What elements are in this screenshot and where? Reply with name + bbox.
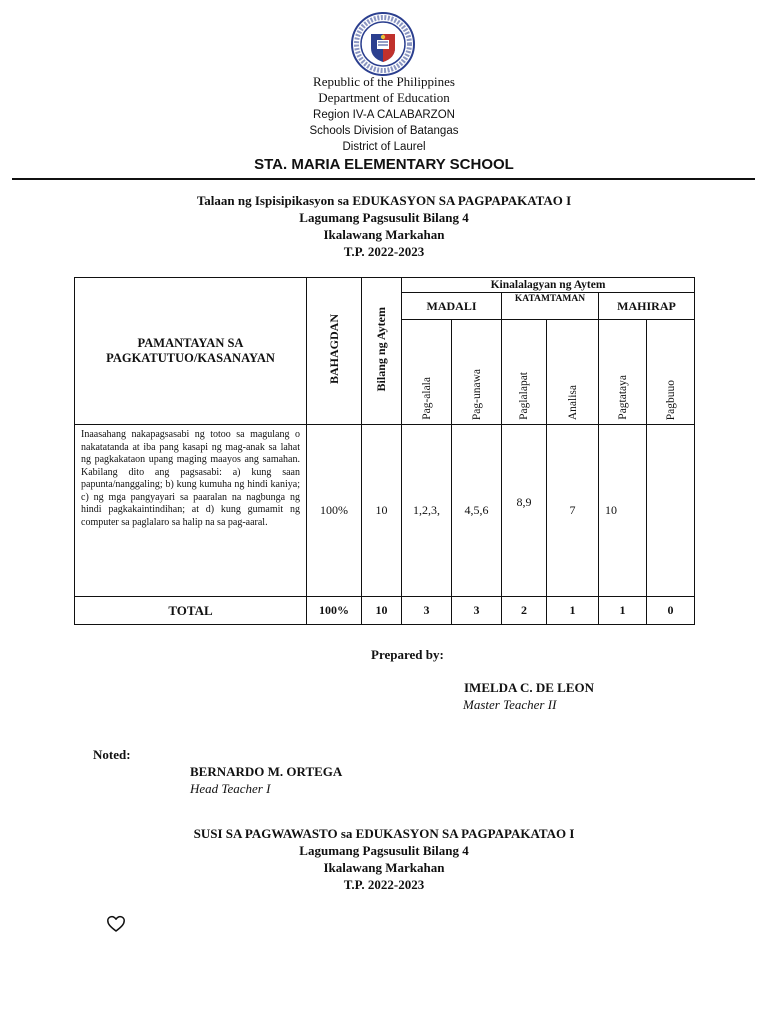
- competency-text: Inaasahang nakapagsasabi ng totoo sa magulang o nakatatanda at iba pang kasapi ng mag-anak sa lahat ng pagkakataon upang maging maayos ang samahan. Kabilang dito ang pagsasabi: a) kung saan papunta/nanggaling; b) kung kumuha ng hindi kaniya; c) ng mga pangyayari sa paaralan na nagbunga ng hindi pagkakaintindihan; at d) kung gumamit ng computer sa paglalaro sa halip na sa pag-aaral.: [75, 425, 307, 597]
- total-label: TOTAL: [75, 597, 307, 625]
- key-quarter: Ikalawang Markahan: [323, 860, 445, 875]
- row-items: 10: [362, 425, 402, 597]
- group-hard: MAHIRAP: [599, 293, 695, 320]
- tos-quarter: Ikalawang Markahan: [323, 227, 445, 242]
- region-line: Region IV-A CALABARZON: [313, 109, 455, 121]
- header-divider: [12, 178, 755, 180]
- total-applying: 2: [502, 597, 547, 625]
- prepared-by-label: Prepared by:: [371, 647, 444, 662]
- noter-title: Head Teacher I: [190, 781, 271, 796]
- header-competency: PAMANTAYAN SA PAGKATUTUO/KASANAYAN: [75, 278, 307, 425]
- school-name: STA. MARIA ELEMENTARY SCHOOL: [254, 156, 514, 173]
- row-creating: [647, 425, 695, 597]
- deped-seal-icon: [351, 12, 415, 76]
- level-applying: Paglalapat: [502, 320, 547, 425]
- row-remembering: 1,2,3,: [402, 425, 452, 597]
- level-understanding: Pag-unawa: [452, 320, 502, 425]
- department-line: Department of Education: [318, 90, 450, 105]
- header-items: Bilang ng Aytem: [362, 278, 402, 425]
- table-row: [75, 425, 695, 597]
- total-analyzing: 1: [547, 597, 599, 625]
- row-understanding: 4,5,6: [452, 425, 502, 597]
- total-evaluating: 1: [599, 597, 647, 625]
- preparer-name: IMELDA C. DE LEON: [464, 680, 595, 695]
- district-line: District of Laurel: [342, 141, 426, 153]
- key-school-year: T.P. 2022-2023: [343, 877, 425, 892]
- noted-label: Noted:: [93, 747, 131, 762]
- noter-name: BERNARDO M. ORTEGA: [190, 764, 343, 779]
- heart-icon[interactable]: [106, 914, 126, 934]
- header-percent: BAHAGDAN: [307, 278, 362, 425]
- key-subtitle: Lagumang Pagsusulit Bilang 4: [299, 843, 469, 858]
- key-title: SUSI SA PAGWAWASTO sa EDUKASYON SA PAGPAPAKATAO I: [193, 826, 575, 841]
- row-percent: 100%: [307, 425, 362, 597]
- tos-title: Talaan ng Ispisipikasyon sa EDUKASYON SA PAGPAPAKATAO I: [196, 193, 572, 208]
- level-analyzing: Analisa: [547, 320, 599, 425]
- division-line: Schools Division of Batangas: [309, 125, 459, 137]
- total-remembering: 3: [402, 597, 452, 625]
- preparer-title: Master Teacher II: [463, 697, 557, 712]
- row-applying: 8,9: [502, 425, 547, 597]
- republic-line: Republic of the Philippines: [313, 74, 455, 89]
- tos-school-year: T.P. 2022-2023: [343, 244, 425, 259]
- group-average: KATAMTAMAN: [502, 293, 599, 320]
- level-remembering: Pag-alala: [402, 320, 452, 425]
- row-evaluating: 10: [599, 425, 647, 597]
- row-analyzing: 7: [547, 425, 599, 597]
- total-creating: 0: [647, 597, 695, 625]
- header-location: Kinalalagyan ng Aytem: [402, 278, 695, 293]
- specification-table: [74, 277, 695, 625]
- level-creating: Pagbuuo: [647, 320, 695, 425]
- total-percent: 100%: [307, 597, 362, 625]
- tos-subtitle: Lagumang Pagsusulit Bilang 4: [299, 210, 469, 225]
- total-items: 10: [362, 597, 402, 625]
- group-easy: MADALI: [402, 293, 502, 320]
- total-row: [75, 597, 695, 625]
- total-understanding: 3: [452, 597, 502, 625]
- level-evaluating: Pagtataya: [599, 320, 647, 425]
